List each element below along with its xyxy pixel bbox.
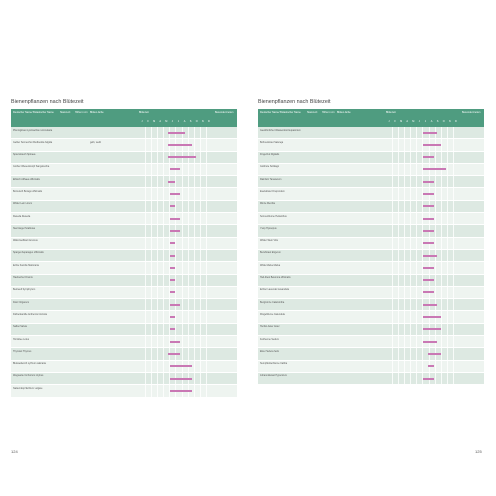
plant-name: Pfennigkraut Lysimachia nummularia — [13, 128, 53, 132]
plant-name: Ringelblume Calendula — [260, 312, 285, 316]
flower-color: gelb, weiß — [90, 141, 101, 145]
plant-name: Natternkopf Echium vulgare — [13, 386, 43, 390]
header-color: Blüten-farbe — [337, 111, 351, 114]
table-row — [258, 299, 484, 311]
month-labels — [139, 120, 212, 125]
table-row — [258, 213, 484, 225]
bloom-timeline — [139, 201, 212, 212]
bloom-period-bar — [170, 390, 192, 392]
bloom-timeline — [139, 164, 212, 175]
bloom-period-bar — [168, 144, 191, 146]
plant-name: Rainfarn Tanacetum — [260, 177, 282, 181]
bloom-timeline — [139, 152, 212, 163]
bloom-timeline — [386, 361, 459, 372]
table-body — [258, 127, 484, 385]
month-label: S — [436, 120, 439, 123]
table-row — [11, 213, 237, 225]
bloom-timeline — [139, 311, 212, 322]
plant-name: Wegwarte Cichorium intybus — [13, 374, 44, 378]
plant-name: Bohnenkraut Satureja — [260, 140, 284, 144]
table-row — [258, 127, 484, 139]
header-name: Deutscher Name/ Botanischer Name — [260, 111, 301, 114]
bloom-timeline — [386, 250, 459, 261]
month-label: F — [147, 120, 149, 123]
bloom-timeline — [139, 348, 212, 359]
bloom-timeline — [386, 262, 459, 273]
bloom-timeline — [139, 188, 212, 199]
bloom-period-bar — [423, 230, 435, 232]
table-row — [11, 299, 237, 311]
plant-name: Herbst-Aster Aster — [260, 325, 280, 329]
bloom-timeline — [386, 201, 459, 212]
header-height: Höhe in cm — [322, 111, 335, 114]
plant-name: Wald-Geißbart Aruncus — [13, 239, 38, 243]
table-header — [11, 109, 237, 127]
month-label: M — [400, 120, 403, 123]
month-label: M — [153, 120, 156, 123]
plant-name: Gelber Sonnenhut Rudbeckia fulgida — [13, 140, 53, 144]
bloom-timeline — [139, 299, 212, 310]
table-row — [258, 250, 484, 262]
bloom-timeline — [139, 238, 212, 249]
plant-name: Gewöhnlicher Wasserdost Eupatorium — [260, 128, 301, 132]
month-label: J — [424, 120, 427, 123]
bloom-timeline — [139, 336, 212, 347]
bloom-period-bar — [170, 218, 180, 220]
table-row — [11, 348, 237, 360]
bloom-period-bar — [423, 341, 438, 343]
table-row — [258, 373, 484, 385]
plant-name: Bergminze Calamintha — [260, 300, 285, 304]
plant-table — [258, 109, 484, 385]
bloom-period-bar — [170, 255, 176, 257]
bloom-period-bar — [168, 156, 196, 158]
bloom-period-bar — [170, 230, 180, 232]
bloom-period-bar — [170, 341, 180, 343]
bloom-period-bar — [423, 378, 435, 380]
bloom-timeline — [139, 127, 212, 138]
bloom-timeline — [139, 275, 212, 286]
table-row — [11, 311, 237, 323]
table-row — [258, 275, 484, 287]
plant-name: Färberkamille Anthemis tinctoria — [13, 312, 48, 316]
table-row — [258, 201, 484, 213]
month-label: O — [195, 120, 198, 123]
bloom-timeline — [386, 311, 459, 322]
plant-name: Berufkraut Erigeron — [260, 251, 281, 255]
month-label: J — [141, 120, 143, 123]
bloom-period-bar — [423, 168, 446, 170]
bloom-period-bar — [170, 267, 176, 269]
bloom-timeline — [386, 127, 459, 138]
bloom-timeline — [386, 164, 459, 175]
bloom-timeline — [139, 385, 212, 396]
bloom-timeline — [139, 262, 212, 273]
plant-name: Sternkugel Scabiosa — [13, 226, 35, 230]
header-notes: Besonder-heiten — [215, 111, 234, 114]
plant-name: Eselsdistel Onopordum — [260, 189, 285, 193]
table-row — [258, 164, 484, 176]
plant-name: Beinwell Symphytum — [13, 288, 36, 292]
bloom-period-bar — [170, 365, 192, 367]
bloom-period-bar — [170, 279, 176, 281]
table-row — [11, 225, 237, 237]
table-row — [11, 127, 237, 139]
header-name: Deutscher Name/ Botanischer Name — [13, 111, 54, 114]
table-row — [258, 336, 484, 348]
plant-name: Dost Origanum — [13, 300, 30, 304]
bloom-period-bar — [428, 353, 441, 355]
bloom-period-bar — [170, 304, 180, 306]
header-height: Höhe in cm — [75, 111, 88, 114]
table-row — [11, 361, 237, 373]
bloom-period-bar — [423, 304, 438, 306]
plant-table — [11, 109, 237, 398]
month-label: A — [430, 120, 433, 123]
bloom-period-bar — [423, 316, 442, 318]
bloom-timeline — [386, 225, 459, 236]
bloom-timeline — [139, 250, 212, 261]
header-bloom: Blütezeit — [386, 111, 396, 114]
plant-name: Spierstrauch Spiraea — [13, 153, 36, 157]
table-row — [11, 373, 237, 385]
bloom-period-bar — [423, 242, 435, 244]
page-number: 125 — [475, 449, 482, 454]
plant-name: Goldrute Solidago — [260, 165, 280, 169]
bloom-timeline — [386, 336, 459, 347]
table-row — [11, 164, 237, 176]
bloom-timeline — [386, 324, 459, 335]
bloom-timeline — [386, 299, 459, 310]
table-row — [11, 188, 237, 200]
month-label: N — [201, 120, 204, 123]
bloom-period-bar — [423, 291, 435, 293]
bloom-timeline — [386, 176, 459, 187]
bloom-period-bar — [170, 316, 176, 318]
bloom-timeline — [386, 373, 459, 384]
bloom-period-bar — [170, 378, 192, 380]
plant-name: Sumpfdotterblume Caltha — [260, 362, 288, 366]
header-notes: Besonder-heiten — [462, 111, 481, 114]
month-label: J — [177, 120, 180, 123]
bloom-timeline — [386, 188, 459, 199]
table-row — [258, 176, 484, 188]
table-row — [11, 287, 237, 299]
bloom-period-bar — [170, 328, 176, 330]
bloom-timeline — [139, 176, 212, 187]
right-page — [248, 0, 496, 496]
plant-name: Heil-Ziest Betonica officinalis — [260, 276, 291, 280]
table-row — [258, 311, 484, 323]
plant-name: Hauhechel Ononis — [13, 276, 33, 280]
bloom-period-bar — [423, 156, 435, 158]
month-label: D — [454, 120, 457, 123]
bloom-period-bar — [423, 328, 442, 330]
table-row — [258, 287, 484, 299]
month-label: A — [183, 120, 186, 123]
table-row — [11, 324, 237, 336]
plant-name: Hornklee Lotus — [13, 337, 30, 341]
table-row — [258, 238, 484, 250]
header-bloom: Blütezeit — [139, 111, 149, 114]
bloom-period-bar — [168, 181, 175, 183]
table-row — [11, 238, 237, 250]
table-row — [258, 348, 484, 360]
month-label: D — [207, 120, 210, 123]
table-body — [11, 127, 237, 398]
table-header — [258, 109, 484, 127]
plant-name: Reseda Reseda — [13, 214, 31, 218]
bloom-timeline — [386, 348, 459, 359]
bloom-period-bar — [423, 205, 435, 207]
bloom-timeline — [386, 238, 459, 249]
bloom-timeline — [139, 361, 212, 372]
plant-name: Echter Lavendel Lavandula — [260, 288, 289, 292]
page-title: Bienenpflanzen nach Blütezeit — [258, 99, 331, 105]
bloom-period-bar — [423, 132, 438, 134]
plant-name: Borretsch Borago officinalis — [13, 189, 43, 193]
bloom-period-bar — [168, 132, 185, 134]
table-row — [258, 152, 484, 164]
bloom-timeline — [139, 287, 212, 298]
bloom-period-bar — [423, 255, 438, 257]
month-label: M — [165, 120, 168, 123]
plant-name: Echte Kamille Matricaria — [13, 263, 39, 267]
month-label: F — [394, 120, 396, 123]
bloom-period-bar — [423, 193, 435, 195]
month-label: J — [388, 120, 390, 123]
table-row — [11, 385, 237, 397]
bloom-period-bar — [170, 242, 176, 244]
month-label: J — [171, 120, 174, 123]
table-row — [11, 336, 237, 348]
bloom-timeline — [386, 275, 459, 286]
plant-name: Spargel Asparagus officinalis — [13, 251, 44, 255]
month-label: M — [412, 120, 415, 123]
plant-name: Großer Wiesenknopf Sanguisorba — [13, 165, 50, 169]
bloom-period-bar — [423, 267, 435, 269]
bloom-period-bar — [168, 353, 180, 355]
bloom-timeline — [139, 225, 212, 236]
table-row — [11, 201, 237, 213]
bloom-period-bar — [170, 193, 180, 195]
plant-name: Thymian Thymus — [13, 349, 32, 353]
plant-name: Ysop Hyssopus — [260, 226, 277, 230]
table-row — [11, 250, 237, 262]
plant-name: Wilder Wein Vitis — [260, 239, 278, 243]
plant-name: Eibisch Althaea officinalis — [13, 177, 40, 181]
plant-name: Blutweiderich Lythrum salicaria — [13, 362, 46, 366]
table-row — [258, 139, 484, 151]
bloom-period-bar — [170, 205, 176, 207]
month-label: A — [406, 120, 409, 123]
page-title: Bienenpflanzen nach Blütezeit — [11, 99, 84, 105]
bloom-timeline — [386, 152, 459, 163]
bloom-period-bar — [428, 365, 434, 367]
bloom-timeline — [386, 139, 459, 150]
plant-name: Sonnenblume Helianthus — [260, 214, 287, 218]
table-row — [258, 225, 484, 237]
month-label: O — [442, 120, 445, 123]
bloom-period-bar — [423, 279, 435, 281]
month-label: N — [448, 120, 451, 123]
table-row — [11, 152, 237, 164]
table-row — [11, 275, 237, 287]
plant-name: Fingerhut Digitalis — [260, 153, 280, 157]
plant-name: Wilder Lein Linum — [13, 202, 33, 206]
bloom-timeline — [139, 324, 212, 335]
plant-name: Efeu Hedera helix — [260, 349, 280, 353]
page-number: 124 — [11, 449, 18, 454]
bloom-period-bar — [170, 291, 176, 293]
bloom-period-bar — [423, 144, 442, 146]
plant-name: Wilde Malve Malva — [260, 263, 281, 267]
header-color: Blüten-farbe — [90, 111, 104, 114]
plant-name: Minze Mentha — [260, 202, 276, 206]
bloom-timeline — [386, 213, 459, 224]
bloom-timeline — [139, 373, 212, 384]
bloom-timeline — [139, 139, 212, 150]
header-stand: Stand-ort — [60, 111, 71, 114]
bloom-period-bar — [423, 181, 435, 183]
table-row — [258, 361, 484, 373]
month-label: A — [159, 120, 162, 123]
month-labels — [386, 120, 459, 125]
bloom-period-bar — [423, 218, 435, 220]
plant-name: Johanniskraut Hypericum — [260, 374, 287, 378]
plant-name: Fetthenne Sedum — [260, 337, 280, 341]
plant-name: Salbei Salvia — [13, 325, 27, 329]
table-row — [11, 176, 237, 188]
table-row — [258, 324, 484, 336]
table-row — [11, 262, 237, 274]
month-label: S — [189, 120, 192, 123]
bloom-period-bar — [170, 168, 180, 170]
bloom-timeline — [139, 213, 212, 224]
table-row — [258, 188, 484, 200]
table-row — [258, 262, 484, 274]
bloom-timeline — [386, 287, 459, 298]
table-row — [11, 139, 237, 151]
header-stand: Stand-ort — [307, 111, 318, 114]
month-label: J — [418, 120, 421, 123]
